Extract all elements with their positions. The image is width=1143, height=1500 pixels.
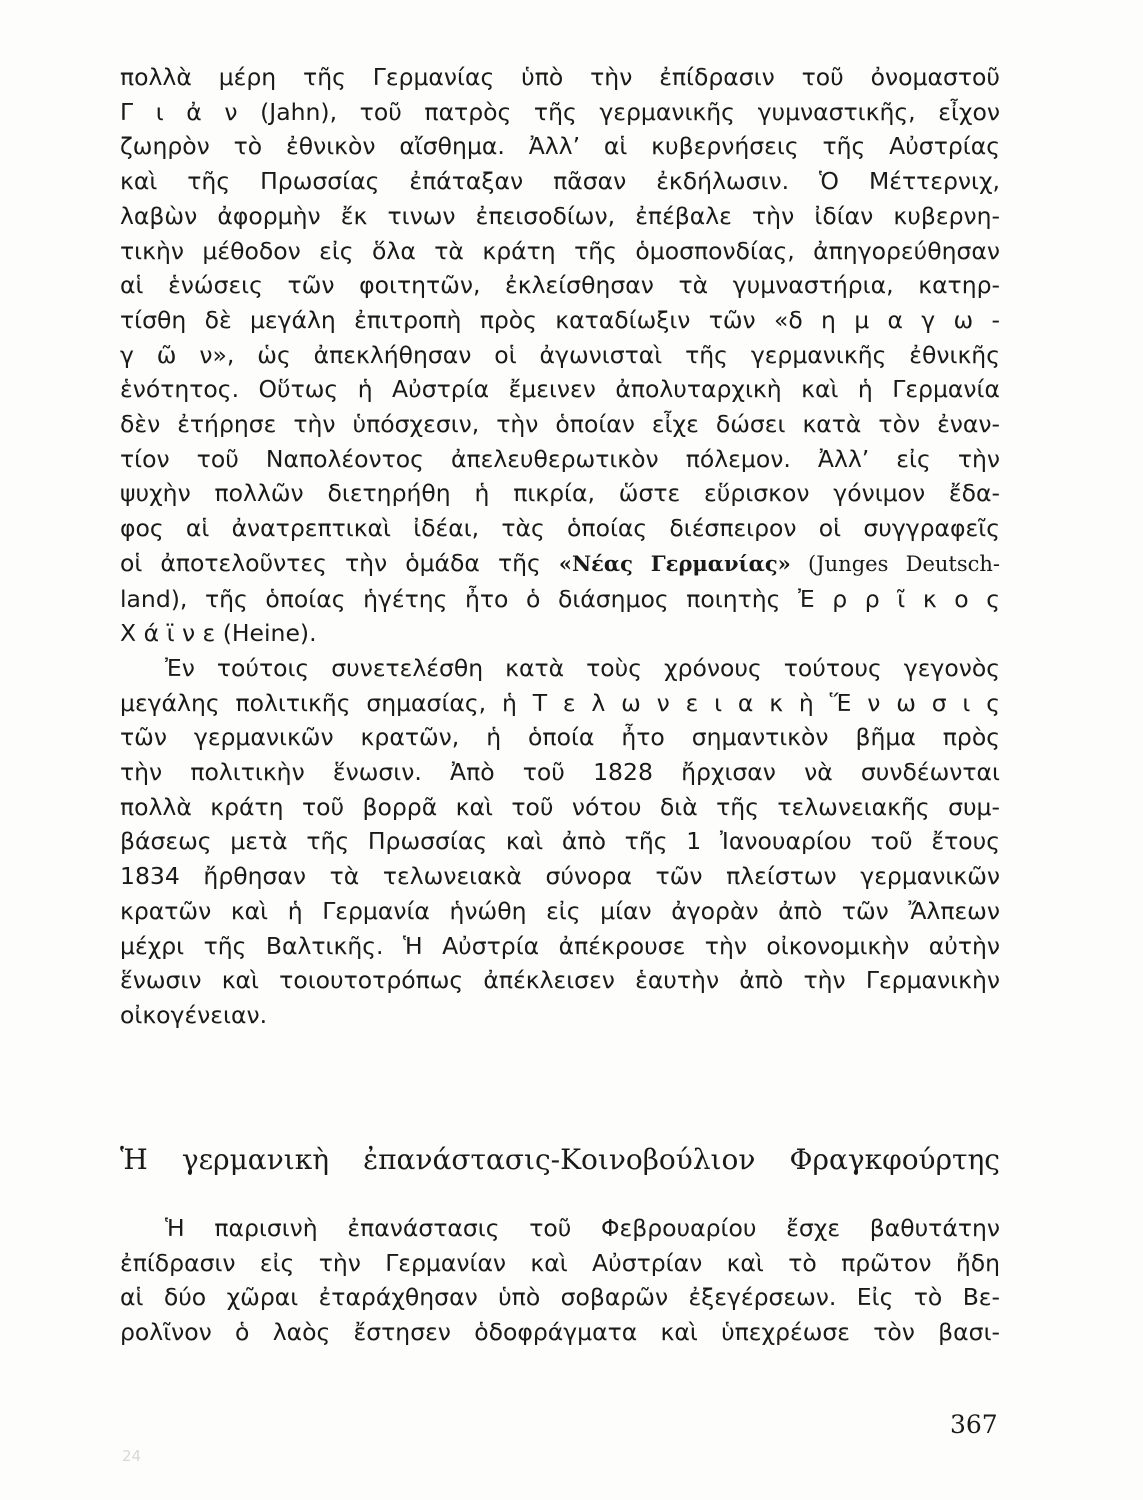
text-line: τικὴν μέθοδον εἰς ὅλα τὰ κράτη τῆς ὁμοσπονδίας, ἀπηγορεύθησαν (120, 236, 1000, 265)
section-heading: Ἡ γερμανικὴ ἐπανάστασις-Κοινοβούλιον Φραγκφούρτης (120, 1143, 1000, 1176)
page-body (120, 60, 1000, 1033)
text-line: κρατῶν καὶ ἡ Γερμανία ἡνώθη εἰς μίαν ἀγορὰν ἀπὸ τῶν Ἄλπεων (120, 896, 1000, 925)
paragraph-2 (120, 651, 1000, 1033)
text-line: γ ῶ ν», ὡς ἀπεκλήθησαν οἱ ἀγωνισταὶ τῆς γερμανικῆς ἐθνικῆς (120, 340, 1000, 369)
text-line: Ἡ παρισινὴ ἐπανάστασις τοῦ Φεβρουαρίου ἔσχε βαθυτάτην (165, 1214, 1000, 1242)
paragraph-3 (120, 1211, 1000, 1350)
text-line-with-bold (120, 546, 1000, 582)
text-line: λαβὼν ἀφορμὴν ἔκ τινων ἐπεισοδίων, ἐπέβαλε τὴν ἰδίαν κυβερνη- (120, 201, 1000, 230)
text-line: πολλὰ μέρη τῆς Γερμανίας ὑπὸ τὴν ἐπίδρασιν τοῦ ὀνομαστοῦ (120, 63, 1000, 91)
text-line: τίσθη δὲ μεγάλη ἐπιτροπὴ πρὸς καταδίωξιν τῶν «δ η μ α γ ω - (120, 305, 1000, 334)
section-body (120, 1211, 1000, 1350)
text-line: μέχρι τῆς Βαλτικῆς. Ἡ Αὐστρία ἀπέκρουσε τὴν οἰκονομικὴν αὐτὴν (120, 931, 1000, 960)
text-line: καὶ τῆς Πρωσσίας ἐπάταξαν πᾶσαν ἐκδήλωσιν. Ὁ Μέττερνιχ, (120, 167, 1000, 196)
signature-mark: 24 (122, 1447, 142, 1465)
text-line: τὴν πολιτικὴν ἕνωσιν. Ἀπὸ τοῦ 1828 ἤρχισαν νὰ συνδέωνται (120, 758, 1000, 787)
text-segment: οἱ ἀποτελοῦντες τὴν ὁμάδα τῆς (120, 548, 559, 577)
text-line: βάσεως μετὰ τῆς Πρωσσίας καὶ ἀπὸ τῆς 1 Ἰανουαρίου τοῦ ἔτους (120, 827, 1000, 856)
text-segment: (Junges Deutsch- (790, 551, 1000, 576)
text-line: Ἐν τούτοις συνετελέσθη κατὰ τοὺς χρόνους τούτους γεγονὸς (165, 653, 1000, 682)
text-line: αἱ ἑνώσεις τῶν φοιτητῶν, ἐκλείσθησαν τὰ γυμναστήρια, κατηρ- (120, 271, 1000, 300)
text-line: 1834 ἤρθησαν τὰ τελωνειακὰ σύνορα τῶν πλείστων γερμανικῶν (120, 862, 1000, 891)
text-line: τῶν γερμανικῶν κρατῶν, ἡ ὁποία ἦτο σημαντικὸν βῆμα πρὸς (120, 723, 1000, 752)
text-line: δὲν ἐτήρησε τὴν ὑπόσχεσιν, τὴν ὁποίαν εἶχε δώσει κατὰ τὸν ἐναν- (120, 410, 1000, 439)
text-line: αἱ δύο χῶραι ἐταράχθησαν ὑπὸ σοβαρῶν ἐξεγέρσεων. Εἰς τὸ Βε- (120, 1283, 1000, 1312)
text-line: Γ ι ἀ ν (Jahn), τοῦ πατρὸς τῆς γερμανικῆς γυμναστικῆς, εἶχον (120, 97, 1000, 126)
text-line: ρολῖνον ὁ λαὸς ἔστησεν ὁδοφράγματα καὶ ὑπεχρέωσε τὸν βασι- (120, 1318, 1000, 1347)
text-line: μεγάλης πολιτικῆς σημασίας, ἡ Τ ε λ ω ν ε ι α κ ὴ Ἕ ν ω σ ι ς (120, 688, 1000, 717)
text-line: ἕνωσιν καὶ τοιουτοτρόπως ἀπέκλεισεν ἑαυτὴν ἀπὸ τὴν Γερμανικὴν (120, 966, 1000, 995)
text-line: ἑνότητος. Οὕτως ἡ Αὐστρία ἔμεινεν ἀπολυταρχικὴ καὶ ἡ Γερμανία (120, 375, 1000, 404)
text-line: οἰκογένειαν. (120, 1000, 268, 1029)
page-number: 367 (950, 1410, 998, 1439)
text-line: φος αἱ ἀνατρεπτικαὶ ἰδέαι, τὰς ὁποίας διέσπειρον οἱ συγγραφεῖς (120, 514, 1000, 543)
text-line: ζωηρὸν τὸ ἐθνικὸν αἴσθημα. Ἀλλ’ αἱ κυβερνήσεις τῆς Αὐστρίας (120, 132, 1000, 161)
text-line: ἐπίδρασιν εἰς τὴν Γερμανίαν καὶ Αὐστρίαν καὶ τὸ πρῶτον ἤδη (120, 1248, 1000, 1277)
text-line: τίον τοῦ Ναπολέοντος ἀπελευθερωτικὸν πόλεμον. Ἀλλ’ εἰς τὴν (120, 444, 1000, 473)
bold-title-neas-germanias: «Νέας Γερμανίας» (558, 550, 791, 576)
text-line: land), τῆς ὁποίας ἡγέτης ἦτο ὁ διάσημος ποιητὴς Ἐ ρ ρ ῖ κ ο ς (120, 584, 1000, 613)
text-line: ψυχὴν πολλῶν διετηρήθη ἡ πικρία, ὥστε εὕρισκον γόνιμον ἔδα- (120, 479, 1000, 508)
paragraph-1 (120, 60, 1000, 651)
text-line: Χ ά ϊ ν ε (Heine). (120, 619, 317, 648)
text-line: πολλὰ κράτη τοῦ βορρᾶ καὶ τοῦ νότου διὰ τῆς τελωνειακῆς συμ- (120, 792, 1000, 821)
